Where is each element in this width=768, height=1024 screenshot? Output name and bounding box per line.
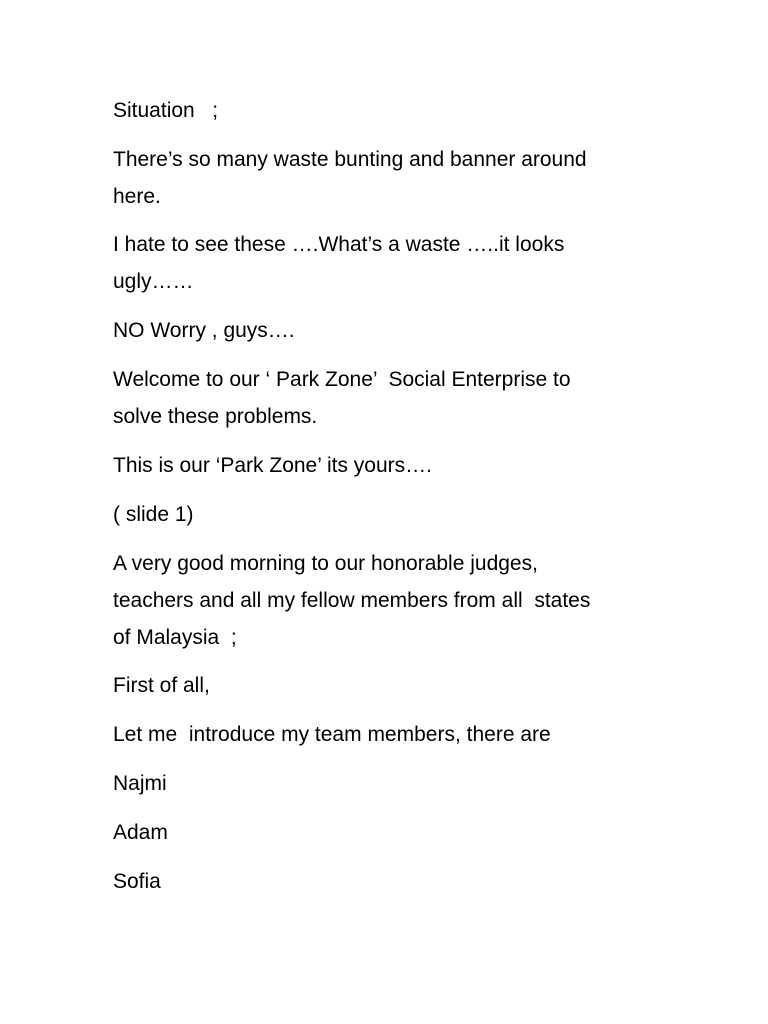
paragraph-waste-bunting: There’s so many waste bunting and banner around here.	[113, 148, 587, 208]
paragraph-park-zone: This is our ‘Park Zone’ its yours….	[113, 454, 432, 477]
paragraph-hate-to-see: I hate to see these ….What’s a waste …..it looks ugly……	[113, 233, 565, 293]
paragraph-slide-1: ( slide 1)	[113, 503, 194, 526]
paragraph-first-of-all: First of all,	[113, 674, 210, 697]
paragraph-introduce-team: Let me introduce my team members, there are	[113, 723, 551, 746]
paragraph-welcome: Welcome to our ‘ Park Zone’ Social Enterprise to solve these problems.	[113, 368, 571, 428]
team-member-name: Najmi	[113, 772, 167, 795]
paragraph-no-worry: NO Worry , guys….	[113, 319, 295, 342]
paragraph-situation: Situation ;	[113, 99, 219, 122]
team-member-name: Sofia	[113, 870, 161, 893]
team-member-name: Adam	[113, 821, 168, 844]
paragraph-greeting: A very good morning to our honorable judges, teachers and all my fellow members from all states of Malaysia ;	[113, 552, 591, 649]
